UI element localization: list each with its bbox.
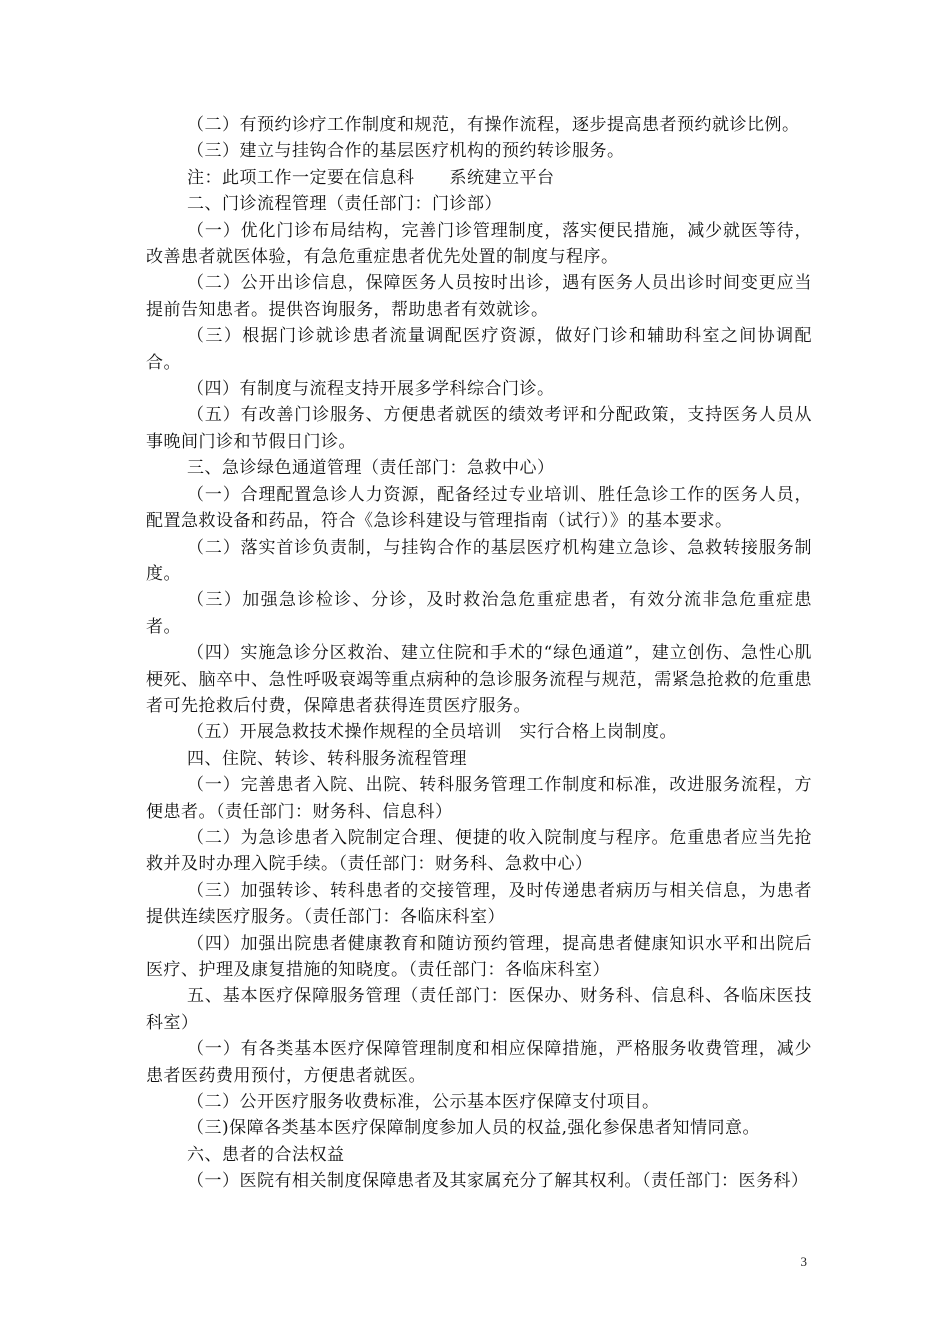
paragraph: （三）加强转诊、转科患者的交接管理，及时传递患者病历与相关信息，为患者提供连续医疗服务。（责任部门：各临床科室）	[146, 880, 812, 928]
paragraph: （三）建立与挂钩合作的基层医疗机构的预约转诊服务。	[187, 141, 625, 162]
paragraph: （五）有改善门诊服务、方便患者就医的绩效考评和分配政策，支持医务人员从事晚间门诊和节假日门诊。	[146, 405, 812, 452]
paragraph: （五）开展急救技术操作规程的全员培训 实行合格上岗制度。	[187, 722, 677, 743]
section-heading: 二、门诊流程管理（责任部门：门诊部）	[187, 194, 502, 215]
section-heading: 四、住院、转诊、转科服务流程管理	[187, 748, 467, 769]
paragraph: （四）实施急诊分区救治、建立住院和手术的“绿色通道”，建立创伤、急性心肌梗死、脑卒中、急性呼吸衰竭等重点病种的急诊服务流程与规范，需紧急抢救的危重患者可先抢救后付费，保障患者获得连贯医疗服务。	[146, 643, 812, 716]
section-heading: 五、基本医疗保障服务管理（责任部门：医保办、财务科、信息科、各临床医技科室）	[146, 986, 812, 1033]
paragraph: （二）为急诊患者入院制定合理、便捷的收入院制度与程序。危重患者应当先抢救并及时办理入院手续。（责任部门：财务科、急救中心）	[146, 827, 812, 875]
paragraph: （四）有制度与流程支持开展多学科综合门诊。	[187, 379, 555, 400]
paragraph: （一）有各类基本医疗保障管理制度和相应保障措施，严格服务收费管理，减少患者医药费用预付，方便患者就医。	[146, 1039, 812, 1086]
paragraph: （四）加强出院患者健康教育和随访预约管理，提高患者健康知识水平和出院后医疗、护理及康复措施的知晓度。（责任部门：各临床科室）	[146, 933, 812, 980]
paragraph: （三)保障各类基本医疗保障制度参加人员的权益,强化参保患者知情同意。	[187, 1118, 761, 1139]
section-heading: 六、患者的合法权益	[187, 1144, 345, 1165]
paragraph: （二）公开出诊信息，保障医务人员按时出诊，遇有医务人员出诊时间变更应当提前告知患者。提供咨询服务，帮助患者有效就诊。	[146, 273, 812, 320]
paragraph: （二）落实首诊负责制，与挂钩合作的基层医疗机构建立急诊、急救转接服务制度。	[146, 537, 812, 584]
paragraph: （二）公开医疗服务收费标准，公示基本医疗保障支付项目。	[187, 1092, 660, 1113]
page-number: 3	[800, 1254, 807, 1269]
document-body	[146, 112, 812, 1195]
paragraph: （三）根据门诊就诊患者流量调配医疗资源，做好门诊和辅助科室之间协调配合。	[146, 326, 812, 373]
paragraph: （一）合理配置急诊人力资源，配备经过专业培训、胜任急诊工作的医务人员，配置急救设备和药品，符合《急诊科建设与管理指南（试行）》的基本要求。	[146, 484, 812, 532]
paragraph-note: 注：此项工作一定要在信息科 系统建立平台	[187, 167, 555, 188]
paragraph: （二）有预约诊疗工作制度和规范，有操作流程，逐步提高患者预约就诊比例。	[187, 115, 800, 135]
paragraph: （三）加强急诊检诊、分诊，及时救治急危重症患者，有效分流非急危重症患者。	[146, 590, 812, 637]
paragraph: （一）医院有相关制度保障患者及其家属充分了解其权利。（责任部门：医务科）	[187, 1171, 809, 1192]
paragraph: （一）优化门诊布局结构，完善门诊管理制度，落实便民措施，减少就医等待，改善患者就医体验，有急危重症患者优先处置的制度与程序。	[146, 220, 812, 268]
section-heading: 三、急诊绿色通道管理（责任部门：急救中心）	[187, 458, 555, 479]
paragraph: （一）完善患者入院、出院、转科服务管理工作制度和标准，改进服务流程，方便患者。（责任部门：财务科、信息科）	[146, 775, 812, 822]
